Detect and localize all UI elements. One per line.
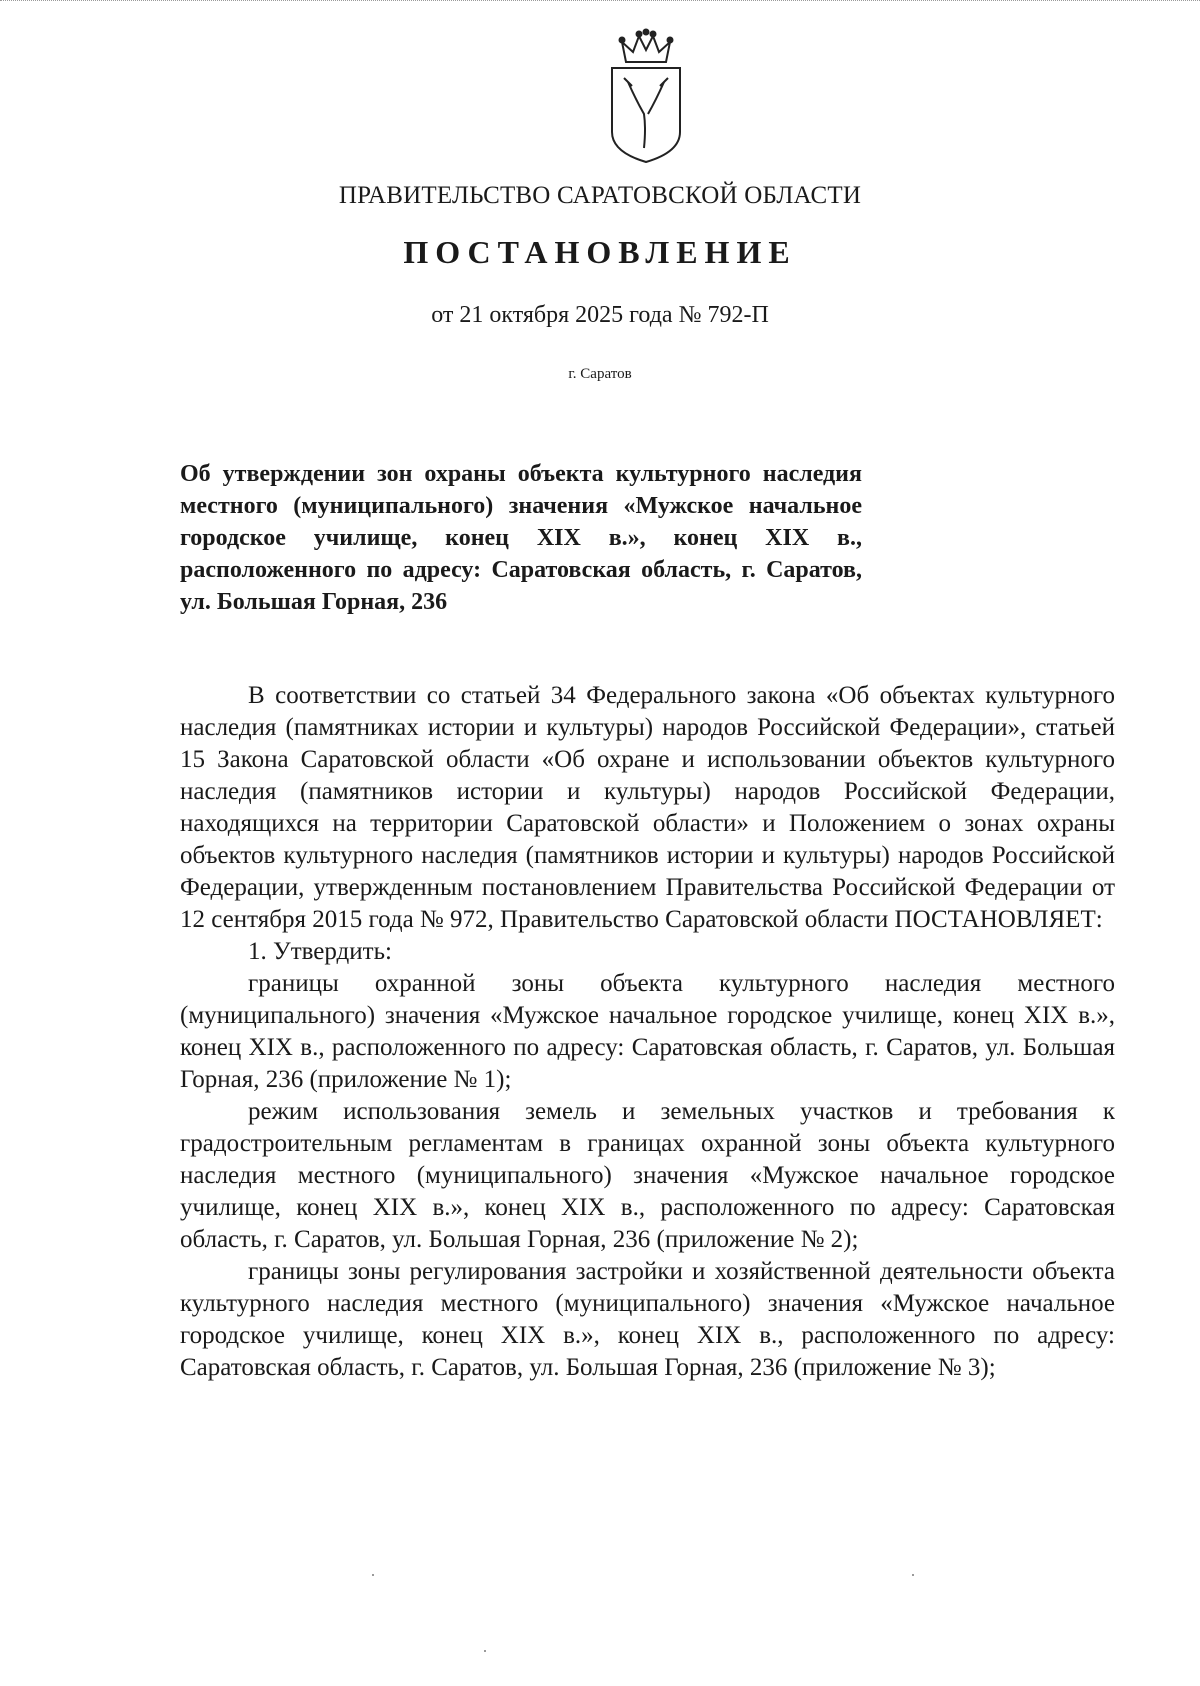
document-heading: Об утверждении зон охраны объекта культурного наследия местного (муниципального) значения «Мужское начальное городское училище, конец XIX в.», конец XIX в., расположенного по адресу: Саратовская область, г. Саратов, ул. Большая Горная, 236 bbox=[180, 461, 862, 615]
item-1-sub-1-paragraph: границы охранной зоны объекта культурного наследия местного (муниципального) значения «Мужское начальное городское училище, конец XIX в.», конец XIX в., расположенного по адресу: Саратовская область, г. Саратов, ул. Большая Горная, 236 (приложение № 1); bbox=[180, 970, 1115, 1093]
saratov-coat-of-arms-icon bbox=[606, 28, 686, 166]
scan-speck bbox=[372, 1574, 374, 1576]
government-name: ПРАВИТЕЛЬСТВО САРАТОВСКОЙ ОБЛАСТИ bbox=[338, 182, 862, 209]
item-1-sub-3-paragraph: границы зоны регулирования застройки и хозяйственной деятельности объекта культурного наследия местного (муниципального) значения «Мужское начальное городское училище, конец XIX в.», конец XIX в., расположенного по адресу: Саратовская область, г. Саратов, ул. Большая Горная, 236 (приложение № 3); bbox=[180, 1258, 1115, 1381]
preamble-paragraph: В соответствии со статьей 34 Федерального закона «Об объектах культурного наследия (памятниках истории и культуры) народов Российской Федерации», статьей 15 Закона Саратовской области «Об охране и использовании объектов культурного наследия (памятников истории и культуры) народов Российской Федерации, находящихся на территории Саратовской области» и Положением о зонах охраны объектов культурного наследия (памятников истории и культуры) народов Российской Федерации, утвержденным постановлением Правительства Российской Федерации от 12 сентября 2015 года № 972, Правительство Саратовской области ПОСТАНОВЛЯЕТ: bbox=[180, 682, 1115, 933]
item-1-sub-2-paragraph: режим использования земель и земельных участков и требования к градостроительным регламентам в границах охранной зоны объекта культурного наследия местного (муниципального) значения «Мужское начальное городское училище, конец XIX в.», конец XIX в., расположенного по адресу: Саратовская область, г. Саратов, ул. Большая Горная, 236 (приложение № 2); bbox=[180, 1098, 1115, 1253]
document-date-number: от 21 октября 2025 года № 792-П bbox=[431, 302, 769, 328]
document-body bbox=[180, 680, 1115, 1384]
item-1-paragraph: 1. Утвердить: bbox=[248, 938, 392, 965]
document-city: г. Саратов bbox=[568, 366, 632, 382]
document-type-title: ПОСТАНОВЛЕНИЕ bbox=[403, 234, 797, 270]
scan-speck bbox=[912, 1574, 914, 1576]
scan-edge-artifact bbox=[0, 0, 1200, 4]
scan-speck bbox=[484, 1650, 486, 1652]
